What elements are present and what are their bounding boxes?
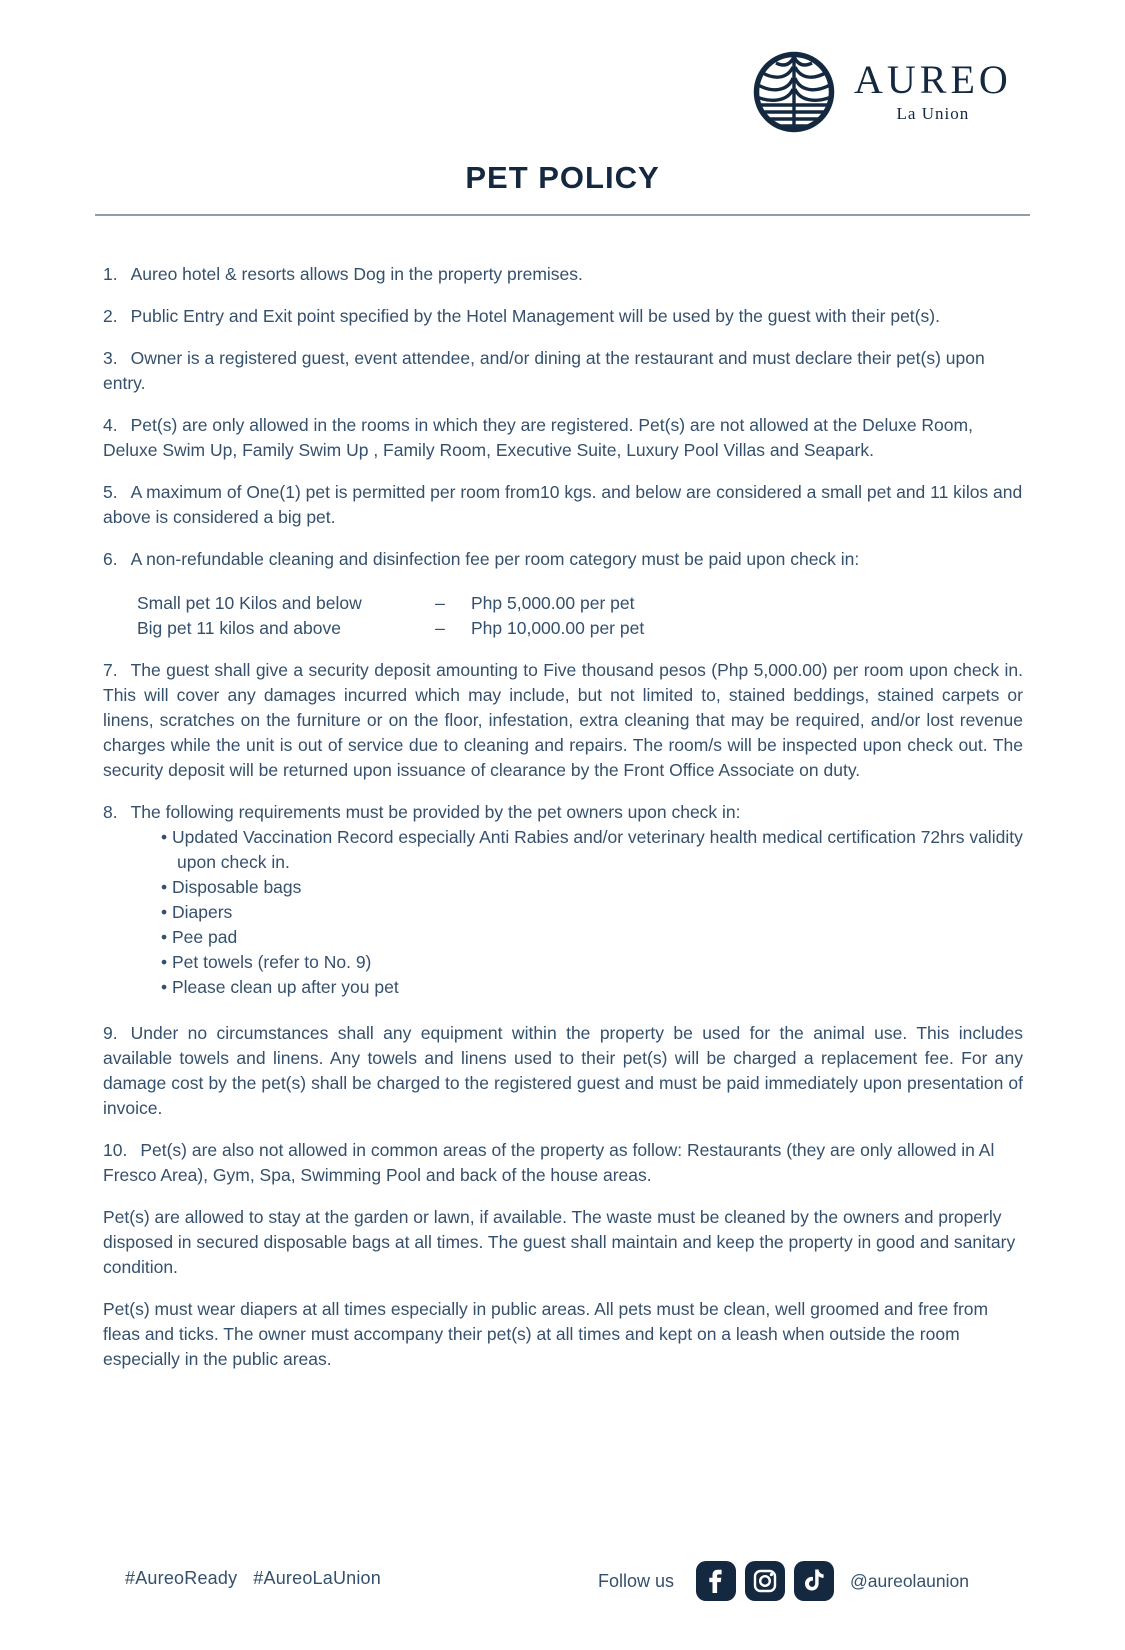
closing-paragraph-2: Pet(s) must wear diapers at all times especially in public areas. All pets must be clean, well groomed and free from fleas and ticks. The owner must accompany their pet(s) at all times and kept on a leash when outside the room especially in the public areas. — [103, 1299, 989, 1369]
policy-text: The guest shall give a security deposit amounting to Five thousand pesos (Php 5,000.00) per room upon check in. This will cover any damages incurred which may include, but not limited to, stained beddings, stained carpets or linens, scratches on the furniture or on the floor, infestation, extra cleaning that may be required, and/or lost revenue charges while the unit is out of service due to cleaning and repairs. The room/s will be inspected upon check out. The security deposit will be returned upon issuance of clearance by the Front Office Associate on duty. — [103, 660, 1023, 780]
policy-text: A maximum of One(1) pet is permitted per room from10 kgs. and below are considered a small pet and 11 kilos and above is considered a big pet. — [103, 482, 1023, 527]
fee-value: Php 10,000.00 per pet — [471, 618, 645, 638]
hashtag-aureoready: #AureoReady — [125, 1568, 238, 1588]
requirement-item: • Pet towels (refer to No. 9) — [103, 950, 1023, 975]
fee-row-big-pet — [137, 616, 1023, 641]
policy-number: 10. — [103, 1140, 128, 1160]
requirement-item: • Disposable bags — [103, 875, 1023, 900]
policy-number: 1. — [103, 264, 118, 284]
policy-item-10 — [103, 1138, 1023, 1188]
policy-number: 8. — [103, 802, 118, 822]
page-footer — [103, 1556, 1023, 1606]
policy-text: The following requirements must be provided by the pet owners upon check in: — [130, 802, 741, 822]
social-handle: @aureolaunion — [850, 1570, 969, 1591]
policy-item-3 — [103, 346, 1023, 396]
policy-text: Public Entry and Exit point specified by the Hotel Management will be used by the guest with their pet(s). — [130, 306, 940, 326]
policy-number: 3. — [103, 348, 118, 368]
policy-item-7 — [103, 658, 1023, 783]
follow-us-group — [598, 1556, 969, 1606]
aureo-tree-logo-icon — [752, 50, 836, 134]
policy-number: 4. — [103, 415, 118, 435]
policy-item-2 — [103, 304, 1023, 329]
hashtag-aureolaunion: #AureoLaUnion — [253, 1568, 381, 1588]
policy-text: Owner is a registered guest, event attendee, and/or dining at the restaurant and must declare their pet(s) upon entry. — [103, 348, 985, 393]
fee-table — [137, 591, 1023, 641]
policy-number: 2. — [103, 306, 118, 326]
policy-item-8 — [103, 800, 1023, 825]
tiktok-icon[interactable] — [794, 1561, 834, 1601]
social-icons-row — [696, 1561, 834, 1601]
policy-number: 7. — [103, 660, 118, 680]
facebook-icon[interactable] — [696, 1561, 736, 1601]
requirements-list — [103, 825, 1023, 1000]
fee-value: Php 5,000.00 per pet — [471, 593, 635, 613]
brand-name: AUREO — [854, 57, 1012, 102]
footer-hashtags — [125, 1568, 381, 1589]
requirement-item: • Please clean up after you pet — [103, 975, 1023, 1000]
fee-separator: – — [435, 618, 445, 638]
policy-number: 6. — [103, 549, 118, 569]
policy-text: Pet(s) are also not allowed in common areas of the property as follow: Restaurants (they are only allowed in Al Fresco Area), Gym, Spa, Swimming Pool and back of the house areas. — [103, 1140, 995, 1185]
follow-us-label: Follow us — [598, 1571, 675, 1591]
page-title: PET POLICY — [465, 160, 660, 195]
policy-item-1 — [103, 262, 1023, 287]
instagram-icon[interactable] — [745, 1561, 785, 1601]
policy-item-4 — [103, 413, 1023, 463]
policy-item-6 — [103, 547, 1023, 572]
policy-text: Under no circumstances shall any equipment within the property be used for the animal use. This includes available towels and linens. Any towels and linens used to their pet(s) will be charged a replacement fee. For any damage cost by the pet(s) shall be charged to the registered guest and must be paid immediately upon presentation of invoice. — [103, 1023, 1023, 1118]
fee-label: Small pet 10 Kilos and below — [137, 593, 362, 613]
policy-number: 5. — [103, 482, 118, 502]
requirement-item: • Diapers — [103, 900, 1023, 925]
closing-paragraph-1: Pet(s) are allowed to stay at the garden or lawn, if available. The waste must be cleaned by the owners and properly disposed in secured disposable bags at all times. The guest shall maintain and keep the property in good and sanitary condition. — [103, 1207, 1016, 1277]
fee-row-small-pet — [137, 591, 1023, 616]
policy-text: Aureo hotel & resorts allows Dog in the property premises. — [130, 264, 583, 284]
policy-content — [103, 262, 1023, 1389]
policy-text: Pet(s) are only allowed in the rooms in which they are registered. Pet(s) are not allowed at the Deluxe Room, Deluxe Swim Up, Family Swim Up , Family Room, Executive Suite, Luxury Pool Villas and Seapark. — [103, 415, 973, 460]
brand-location: La Union — [896, 104, 970, 123]
fee-separator: – — [435, 593, 445, 613]
brand-wordmark — [854, 57, 1012, 124]
policy-number: 9. — [103, 1023, 118, 1043]
fee-label: Big pet 11 kilos and above — [137, 618, 341, 638]
requirement-item: • Pee pad — [103, 925, 1023, 950]
requirement-item: • Updated Vaccination Record especially Anti Rabies and/or veterinary health medical certification 72hrs validity upon check in. — [103, 825, 1023, 875]
brand-logo-group — [752, 50, 1012, 134]
policy-text: A non-refundable cleaning and disinfection fee per room category must be paid upon check in: — [130, 549, 860, 569]
title-divider — [95, 214, 1030, 216]
policy-item-9 — [103, 1021, 1023, 1121]
policy-item-5 — [103, 480, 1023, 530]
